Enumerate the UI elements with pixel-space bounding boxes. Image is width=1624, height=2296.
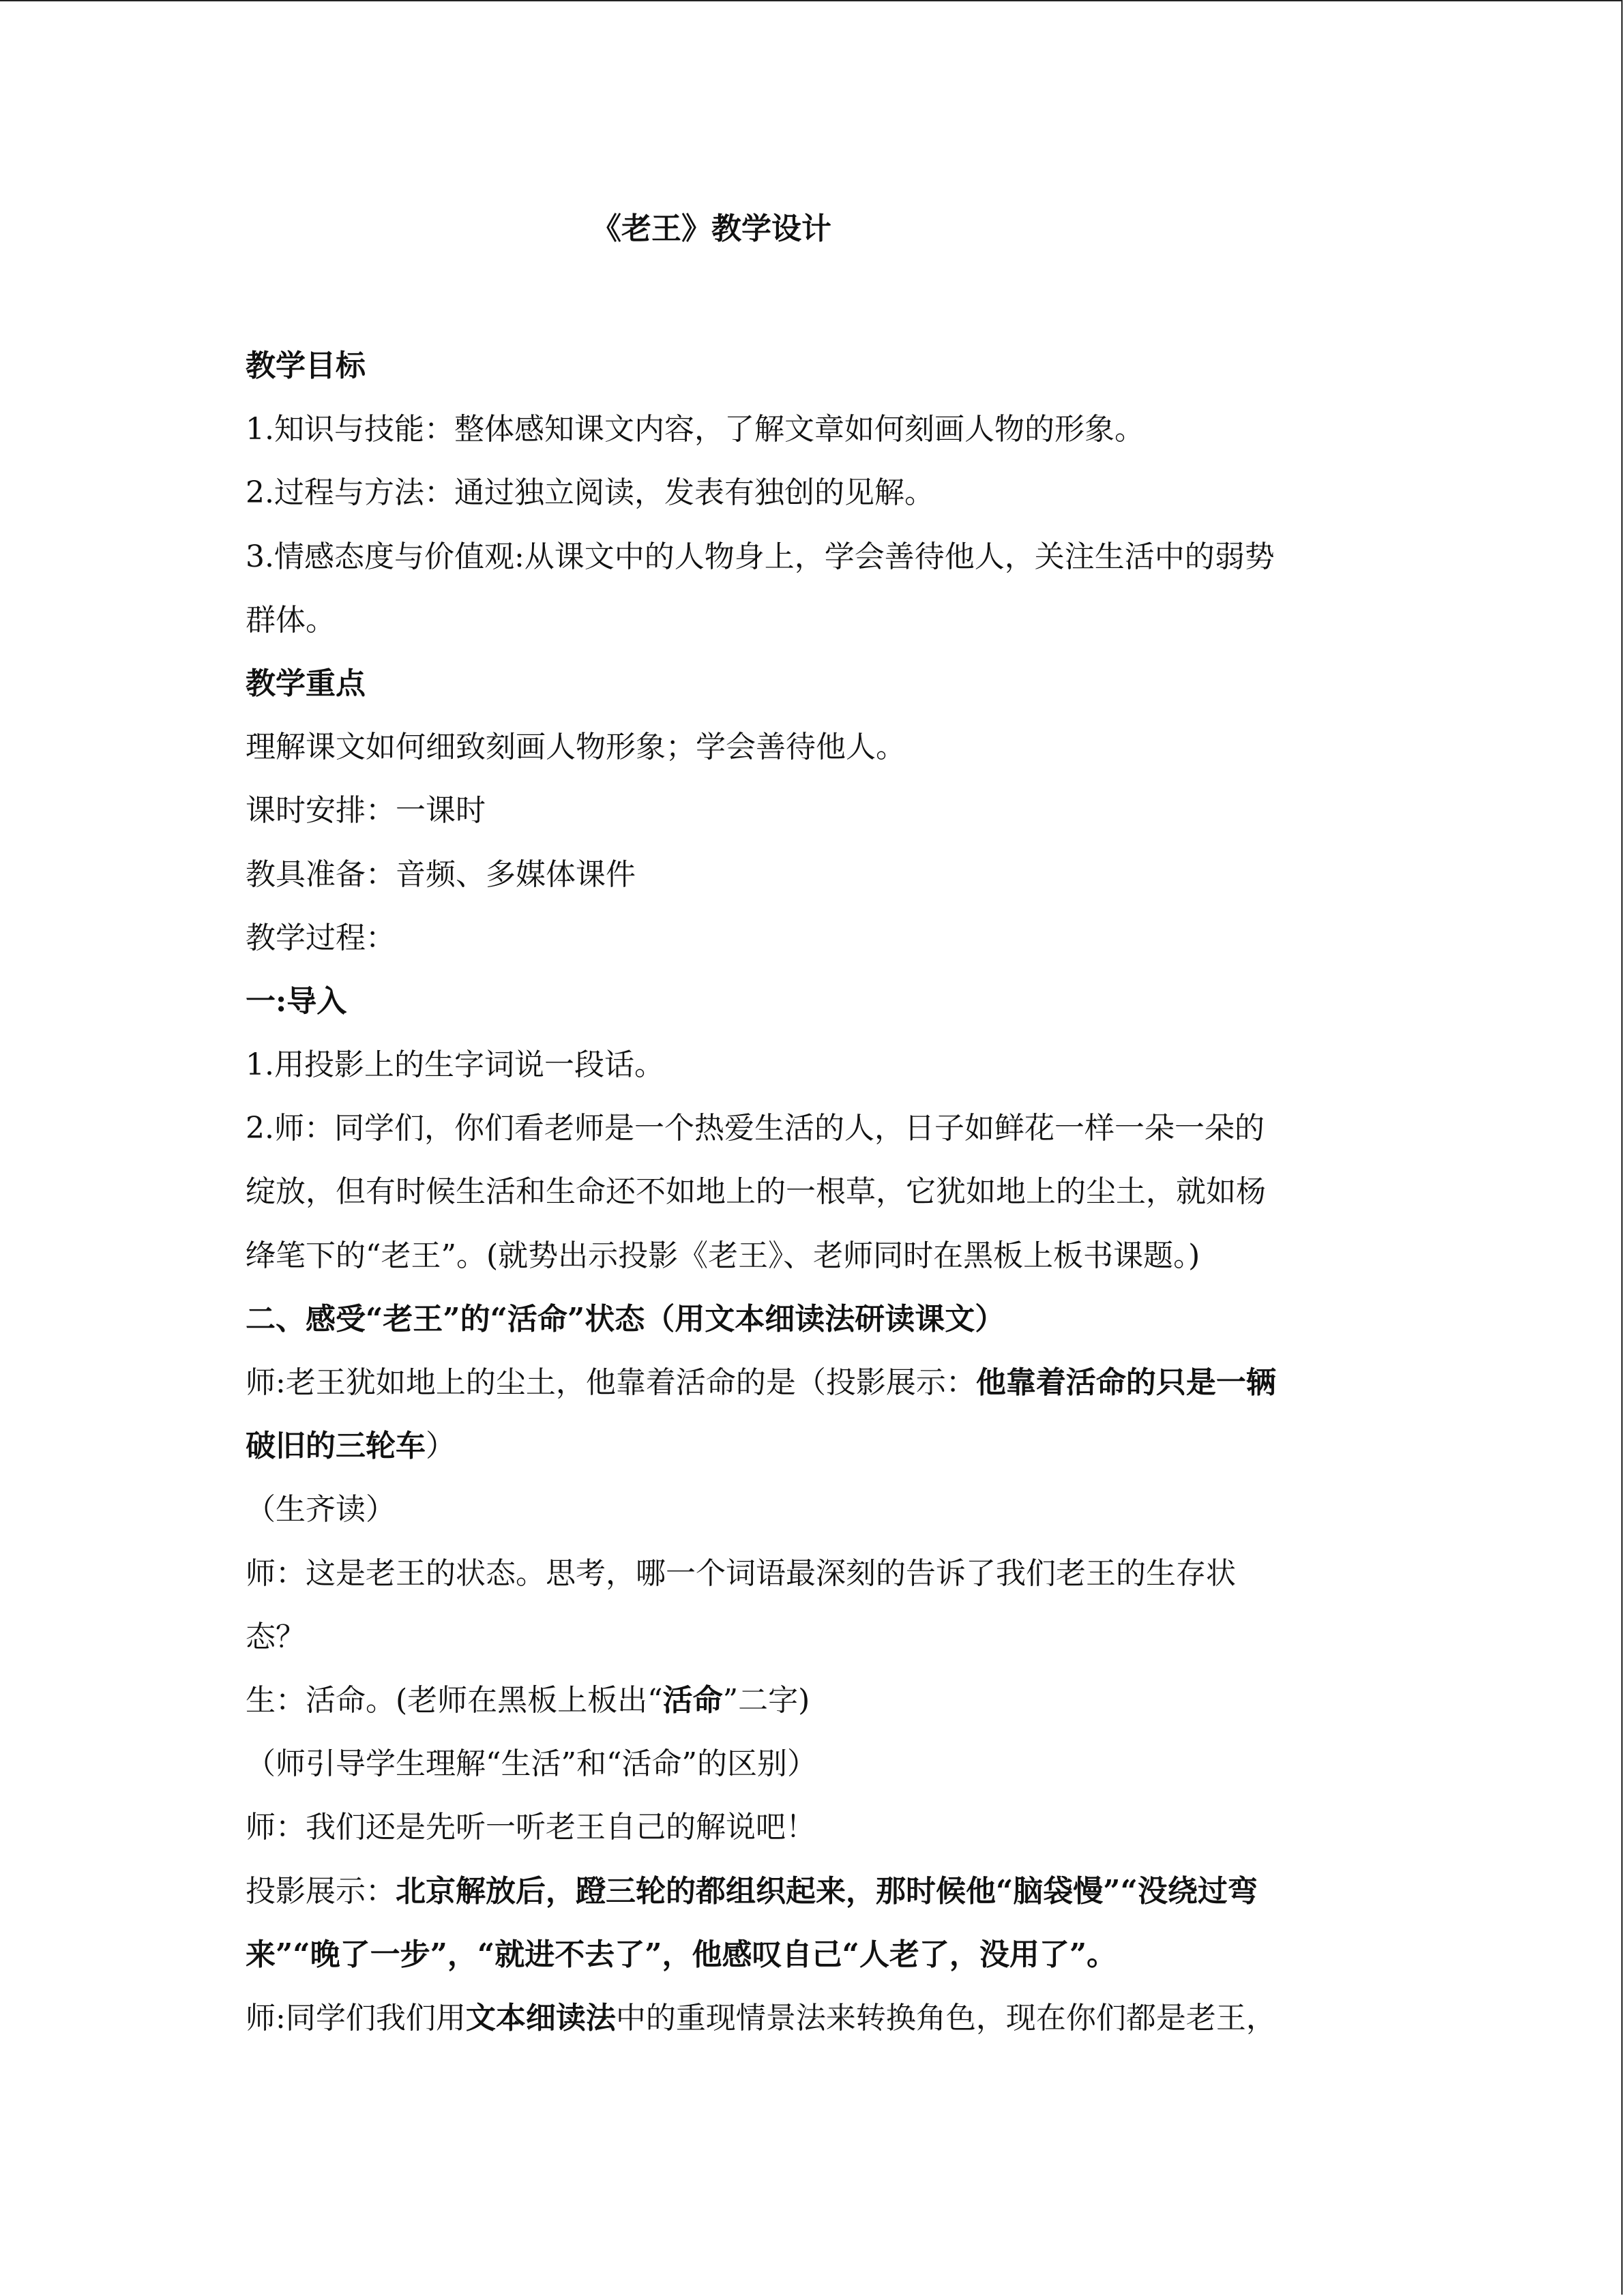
paragraph-line — [246, 1351, 1378, 1414]
paragraph-line — [246, 1986, 1378, 2050]
heading-section-two: 二、感受“老王”的“活命”状态（用文本细读法研读课文） — [246, 1301, 1005, 1337]
paragraph-line: 态？ — [246, 1619, 306, 1654]
paragraph-line: 绽放，但有时候生活和生命还不如地上的一根草，它犹如地上的尘土，就如杨 — [246, 1174, 1266, 1210]
bold-text-run: 活命 — [662, 1682, 723, 1718]
document-title: 《老王》教学设计 — [591, 211, 831, 246]
paragraph-line — [246, 1414, 1378, 1478]
paragraph-line: 教具准备：音频、多媒体课件 — [246, 856, 636, 892]
paragraph-line: 2.过程与方法：通过独立阅读，发表有独创的见解。 — [246, 475, 934, 511]
paragraph-line: （生齐读） — [246, 1492, 396, 1527]
paragraph-line — [246, 1860, 1378, 1923]
bold-text-run: 他靠着活命的只是一辆 — [975, 1365, 1276, 1400]
text-run: ） — [426, 1429, 456, 1464]
document-body — [246, 334, 1378, 2050]
text-run: 中的重现情景法来转换角色，现在你们都是老王， — [615, 2000, 1276, 2036]
paragraph-line: 师：这是老王的状态。思考，哪一个词语最深刻的告诉了我们老王的生存状 — [246, 1555, 1236, 1591]
text-run: 生：活命。(老师在黑板上板出“ — [246, 1682, 663, 1718]
text-run: 投影展示： — [246, 1873, 396, 1909]
text-run: 师:同学们我们用 — [246, 2000, 466, 2036]
bold-text-run: 破旧的三轮车 — [246, 1429, 426, 1464]
paragraph-line: 1.用投影上的生字词说一段话。 — [246, 1047, 664, 1083]
paragraph-line: 来”“晚了一步”，“就进不去了”，他感叹自己“人老了，没用了”。 — [246, 1937, 1117, 1972]
text-run: 师:老王犹如地上的尘土，他靠着活命的是（投影展示： — [246, 1365, 976, 1400]
bold-text-run: 文本细读法 — [465, 2000, 616, 2036]
paragraph-line: 师：我们还是先听一听老王自己的解说吧！ — [246, 1810, 816, 1845]
heading-teaching-goals: 教学目标 — [246, 348, 366, 383]
paragraph-line: 教学过程： — [246, 920, 396, 955]
text-run: ”二字) — [722, 1682, 810, 1718]
paragraph-line: 理解课文如何细致刻画人物形象；学会善待他人。 — [246, 730, 906, 765]
paragraph-line: 3.情感态度与价值观:从课文中的人物身上，学会善待他人，关注生活中的弱势 — [246, 539, 1275, 574]
paragraph-line: （师引导学生理解“生活”和“活命”的区别） — [246, 1746, 817, 1782]
heading-teaching-focus: 教学重点 — [246, 666, 366, 701]
paragraph-line: 群体。 — [246, 602, 336, 638]
heading-introduction: 一:导入 — [246, 983, 347, 1019]
paragraph-line: 绛笔下的“老王”。(就势出示投影《老王》、老师同时在黑板上板书课题。) — [246, 1238, 1200, 1273]
paragraph-line: 课时安排：一课时 — [246, 793, 486, 829]
paragraph-line — [246, 1669, 1378, 1732]
bold-text-run: 北京解放后，蹬三轮的都组织起来，那时候他“脑袋慢”“没绕过弯 — [396, 1873, 1258, 1909]
paragraph-line: 1.知识与技能：整体感知课文内容，了解文章如何刻画人物的形象。 — [246, 412, 1145, 447]
paragraph-line: 2.师：同学们，你们看老师是一个热爱生活的人，日子如鲜花一样一朵一朵的 — [246, 1111, 1265, 1146]
